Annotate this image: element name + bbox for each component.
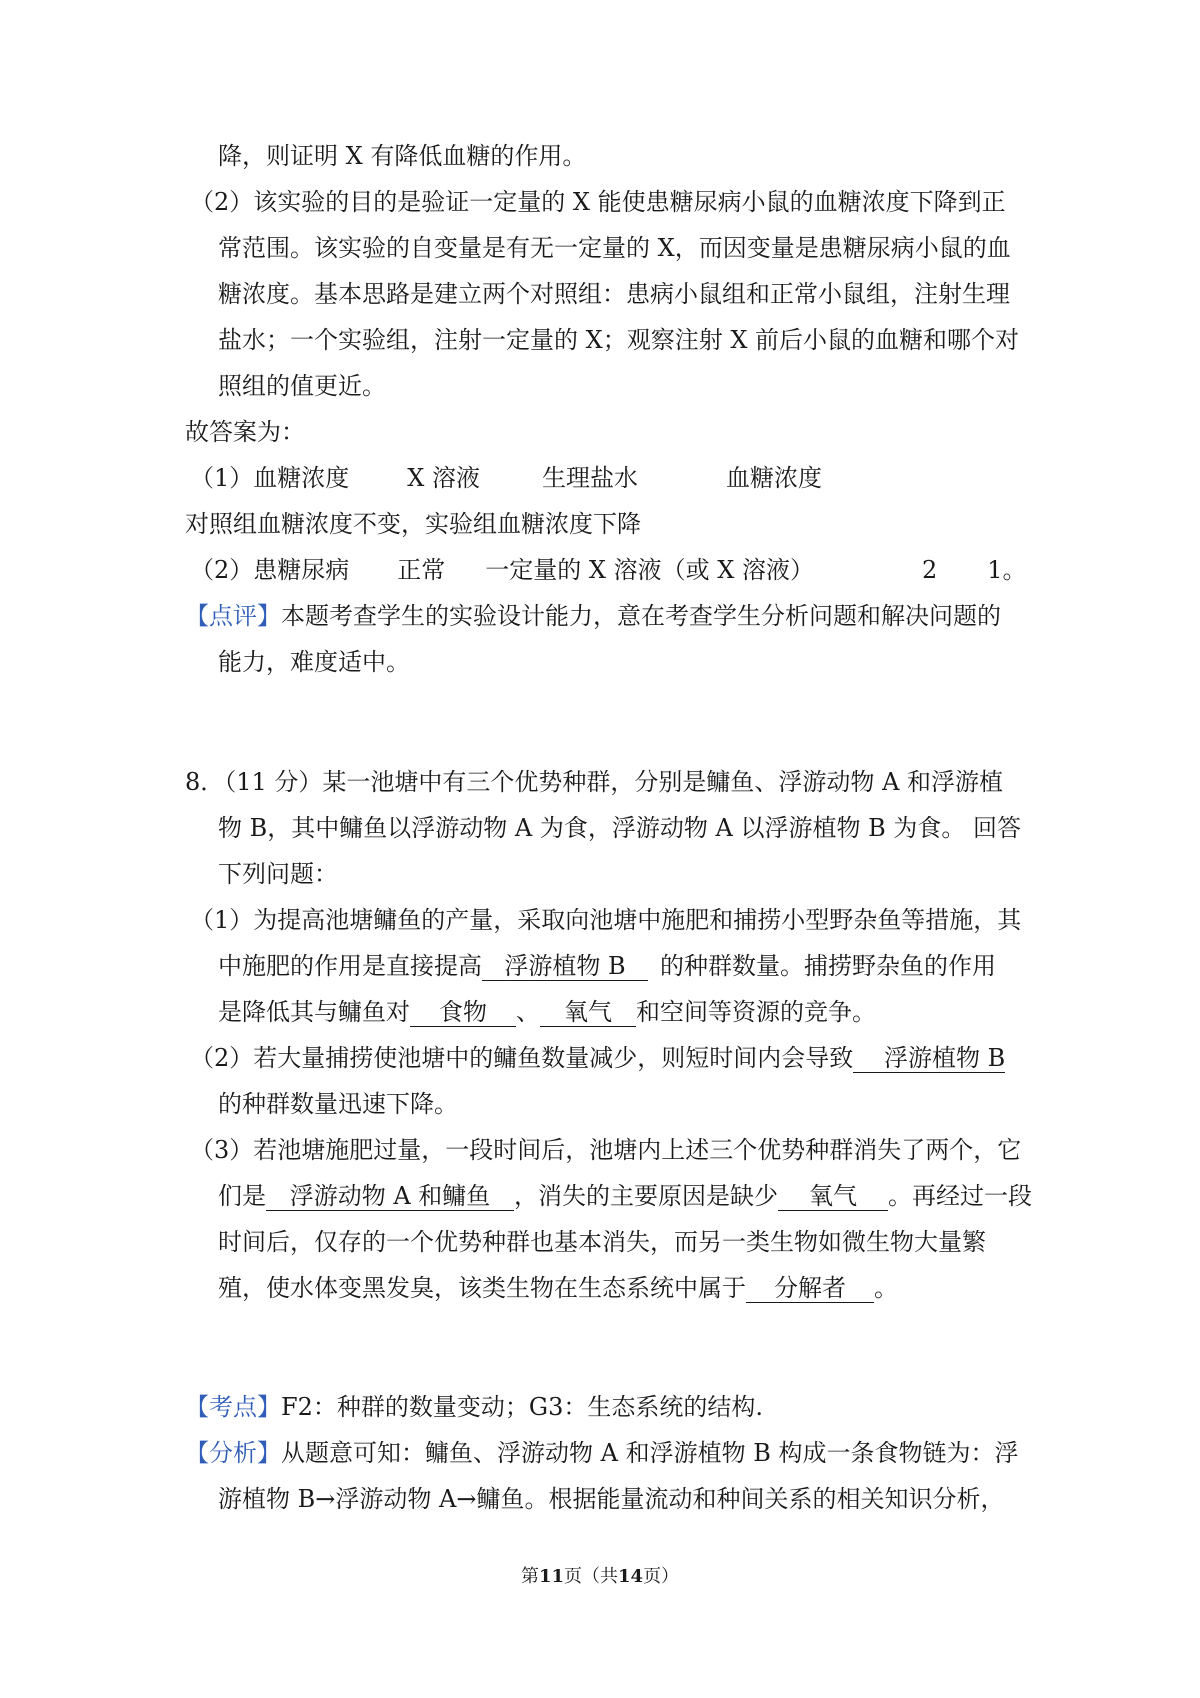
- q8-s3-l2-pre: 们是: [218, 1182, 266, 1210]
- fenxi-line-1: [185, 1437, 1018, 1469]
- q8-s1-answer-1: 浮游植物 B: [482, 952, 648, 981]
- q8-s1-line-3: [218, 996, 876, 1028]
- answer-2-item-5: 1。: [987, 556, 1027, 584]
- q8-s2-line-1: [190, 1042, 1005, 1074]
- answer-p2-line-1: （2）该实验的目的是验证一定量的 X 能使患糖尿病小鼠的血糖浓度下降到正: [190, 188, 1006, 216]
- q8-head-line-2: 物 B，其中鳙鱼以浮游动物 A 为食，浮游动物 A 以浮游植物 B 为食。 回答: [218, 814, 1021, 842]
- q8-s3-l4-post: 。: [874, 1274, 898, 1302]
- q8-s1-answer-3: 氧气: [540, 998, 636, 1027]
- answer-label: 故答案为：: [185, 418, 305, 446]
- footer-total-pages: 14: [618, 1566, 644, 1587]
- q8-s1-l3-pre: 是降低其与鳙鱼对: [218, 998, 410, 1026]
- answer-2-item-4: 2: [921, 556, 938, 584]
- kaodian-line: [185, 1391, 763, 1423]
- q8-s1-l3-mid: 、: [516, 998, 540, 1026]
- q8-s1-line-2: [218, 950, 996, 982]
- page-footer: [0, 1565, 1200, 1589]
- q8-head-line-1: 8．（11 分）某一池塘中有三个优势种群，分别是鳙鱼、浮游动物 A 和浮游植: [185, 768, 1004, 796]
- answer-1-line: [190, 462, 822, 494]
- answer-1-item-1: 血糖浓度: [253, 464, 350, 492]
- fenxi-line-2: 游植物 B→浮游动物 A→鳙鱼。根据能量流动和种间关系的相关知识分析，: [218, 1485, 1005, 1513]
- q8-s1-answer-2: 食物: [410, 998, 516, 1027]
- footer-post: 页）: [643, 1566, 680, 1587]
- q8-s3-line-3: 时间后，仅存的一个优势种群也基本消失，而另一类生物如微生物大量繁: [218, 1228, 986, 1256]
- answer-1-line-2: 对照组血糖浓度不变，实验组血糖浓度下降: [185, 510, 641, 538]
- comment-line-2: 能力，难度适中。: [218, 648, 410, 676]
- answer-2-prefix: （2）: [190, 556, 254, 584]
- answer-p2-line-3: 糖浓度。基本思路是建立两个对照组：患病小鼠组和正常小鼠组，注射生理: [218, 280, 1010, 308]
- q8-s3-answer-1: 浮游动物 A 和鳙鱼: [266, 1182, 514, 1211]
- answer-p2-line-4: 盐水；一个实验组，注射一定量的 X；观察注射 X 前后小鼠的血糖和哪个对: [218, 326, 1020, 354]
- answer-line-continued: 降，则证明 X 有降低血糖的作用。: [218, 142, 587, 170]
- q8-s2-line-2: 的种群数量迅速下降。: [218, 1090, 458, 1118]
- footer-page-number: 11: [538, 1566, 564, 1587]
- q8-s3-answer-2: 氧气: [778, 1182, 888, 1211]
- comment-text-1: 本题考查学生的实验设计能力，意在考查学生分析问题和解决问题的: [281, 602, 1001, 630]
- answer-1-prefix: （1）: [190, 464, 254, 492]
- q8-s3-l2-post: 。再经过一段: [888, 1182, 1032, 1210]
- footer-mid: 页（共: [564, 1566, 618, 1587]
- kaodian-text: F2：种群的数量变动；G3：生态系统的结构.: [281, 1393, 763, 1421]
- q8-s3-l2-mid: ，消失的主要原因是缺少: [514, 1182, 778, 1210]
- fenxi-text-1: 从题意可知：鳙鱼、浮游动物 A 和浮游植物 B 构成一条食物链为：浮: [281, 1439, 1019, 1467]
- q8-s1-l2-pre: 中施肥的作用是直接提高: [218, 952, 482, 980]
- q8-s1-l2-post: 的种群数量。捕捞野杂鱼的作用: [660, 952, 996, 980]
- fenxi-tag: 【分析】: [185, 1439, 281, 1467]
- q8-s1-line-1: （1）为提高池塘鳙鱼的产量，采取向池塘中施肥和捕捞小型野杂鱼等措施，其: [190, 906, 1022, 934]
- footer-pre: 第: [520, 1566, 539, 1587]
- answer-2-item-1: 患糖尿病: [253, 556, 350, 584]
- kaodian-tag: 【考点】: [185, 1393, 281, 1421]
- answer-2-item-2: 正常: [397, 556, 446, 584]
- answer-1-item-2: X 溶液: [407, 464, 480, 492]
- q8-s2-l1-pre: （2）若大量捕捞使池塘中的鳙鱼数量减少，则短时间内会导致: [190, 1044, 854, 1072]
- q8-head-line-3: 下列问题：: [218, 860, 338, 888]
- answer-2-item-3: 一定量的 X 溶液（或 X 溶液）: [485, 556, 814, 584]
- q8-s2-answer: 浮游植物 B: [853, 1044, 1005, 1073]
- q8-s3-l4-pre: 殖，使水体变黑发臭，该类生物在生态系统中属于: [218, 1274, 746, 1302]
- answer-p2-line-2: 常范围。该实验的自变量是有无一定量的 X，而因变量是患糖尿病小鼠的血: [218, 234, 1011, 262]
- answer-2-line: [190, 554, 1027, 586]
- answer-p2-line-5: 照组的值更近。: [218, 372, 386, 400]
- q8-s3-answer-3: 分解者: [746, 1274, 874, 1303]
- q8-s3-line-1: （3）若池塘施肥过量，一段时间后，池塘内上述三个优势种群消失了两个，它: [190, 1136, 1022, 1164]
- answer-1-item-3: 生理盐水: [542, 464, 638, 492]
- q8-s1-l3-post: 和空间等资源的竞争。: [636, 998, 876, 1026]
- q8-s3-line-4: [218, 1272, 898, 1304]
- answer-1-item-4: 血糖浓度: [726, 464, 822, 492]
- comment-tag: 【点评】: [185, 602, 281, 630]
- comment-line-1: [185, 600, 1001, 632]
- q8-s3-line-2: [218, 1180, 1032, 1212]
